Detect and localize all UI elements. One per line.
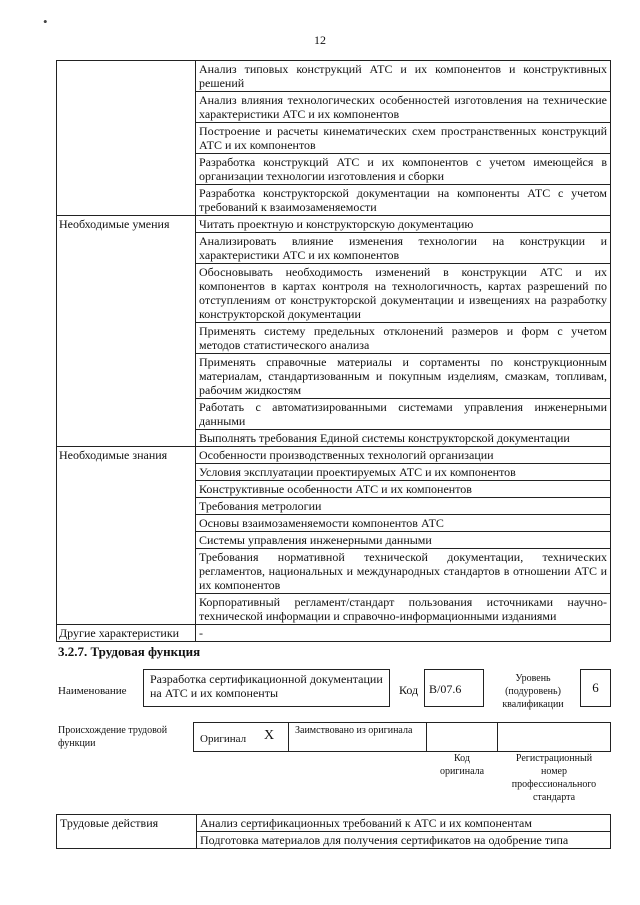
- row-item-text: Требования метрологии: [196, 498, 611, 515]
- orig-code-box: [426, 722, 498, 752]
- row-item-text: Применять справочные материалы и сортаменты по конструкционным материалам, стандартизованным и покупным изделиям, смазкам, топливам, рабочим жидкостям: [196, 354, 611, 399]
- original-check-mark: X: [264, 728, 275, 743]
- original-label: Оригинал: [200, 733, 247, 745]
- row-item-text: Выполнять требования Единой системы конструкторской документации: [196, 430, 611, 447]
- row-item-text: Анализ влияния технологических особенностей изготовления на технические характеристики АТС и их компонентов: [196, 92, 611, 123]
- row-item-text: Разработка конструкций АТС и их компонентов с учетом имеющейся в организации технологии изготовления и сборки: [196, 154, 611, 185]
- row-item-text: Особенности производственных технологий организации: [196, 447, 611, 464]
- table-row: [57, 447, 611, 464]
- row-item-text: Обосновывать необходимость изменений в конструкции АТС и их компонентов в картах контроля на технологичность, картах разрешений по отступлениям от конструкторской документации и извещениях на разработку конструкторской документации: [196, 264, 611, 323]
- borrowed-box: Заимствовано из оригинала: [288, 722, 427, 752]
- row-category-label: Необходимые умения: [57, 216, 196, 447]
- competence-table: [56, 60, 611, 642]
- row-item-text: Системы управления инженерными данными: [196, 532, 611, 549]
- action-item-text: Анализ сертификационных требований к АТС и их компонентам: [197, 815, 611, 832]
- row-item-text: Корпоративный регламент/стандарт пользования источниками научно-технической информации и справочно-информационными изданиями: [196, 594, 611, 625]
- row-item-text: Условия эксплуатации проектируемых АТС и их компонентов: [196, 464, 611, 481]
- row-item-text: -: [196, 625, 611, 642]
- origin-label: Происхождение трудовой функции: [58, 725, 168, 749]
- row-item-text: Требования нормативной технической документации, технических регламентов, национальных и международных стандартов в отношении АТС и их компонентов: [196, 549, 611, 594]
- row-category-label: Другие характеристики: [57, 625, 196, 642]
- page-number: 12: [314, 33, 326, 47]
- table-row: [57, 815, 611, 832]
- table-row: [57, 625, 611, 642]
- level-label: Уровень (подуровень) квалификации: [502, 673, 564, 710]
- corner-mark: •: [43, 14, 48, 29]
- reg-number-label: Регистрационный номер профессионального стандарта: [511, 753, 597, 803]
- row-item-text: Применять систему предельных отклонений размеров и форм с учетом методов статистического анализа: [196, 323, 611, 354]
- level-value-box: 6: [580, 669, 611, 707]
- row-item-text: Построение и расчеты кинематических схем пространственных конструкций АТС и их компонентов: [196, 123, 611, 154]
- code-label: Код: [399, 683, 419, 697]
- table-row: [57, 61, 611, 92]
- reg-number-box: [497, 722, 611, 752]
- row-item-text: Анализ типовых конструкций АТС и их компонентов и конструктивных решений: [196, 61, 611, 92]
- row-item-text: Конструктивные особенности АТС и их компонентов: [196, 481, 611, 498]
- original-box: [193, 722, 289, 752]
- row-item-text: Разработка конструкторской документации на компоненты АТС с учетом требований к взаимозаменяемости: [196, 185, 611, 216]
- function-name-box: Разработка сертификационной документации на АТС и их компоненты: [143, 669, 390, 707]
- code-value-box: B/07.6: [424, 669, 484, 707]
- row-item-text: Анализировать влияние изменения технологии на конструкции и характеристики АТС и их компонентов: [196, 233, 611, 264]
- table-row: [57, 216, 611, 233]
- orig-code-label: Код оригинала: [439, 753, 485, 777]
- actions-table: [56, 814, 611, 849]
- row-item-text: Читать проектную и конструкторскую документацию: [196, 216, 611, 233]
- actions-label: Трудовые действия: [57, 815, 197, 849]
- row-category-label: [57, 61, 196, 216]
- name-label: Наименование: [58, 685, 127, 697]
- row-item-text: Основы взаимозаменяемости компонентов АТС: [196, 515, 611, 532]
- section-heading: 3.2.7. Трудовая функция: [58, 644, 201, 659]
- row-item-text: Работать с автоматизированными системами управления инженерными данными: [196, 399, 611, 430]
- action-item-text: Подготовка материалов для получения сертификатов на одобрение типа: [197, 832, 611, 849]
- row-category-label: Необходимые знания: [57, 447, 196, 625]
